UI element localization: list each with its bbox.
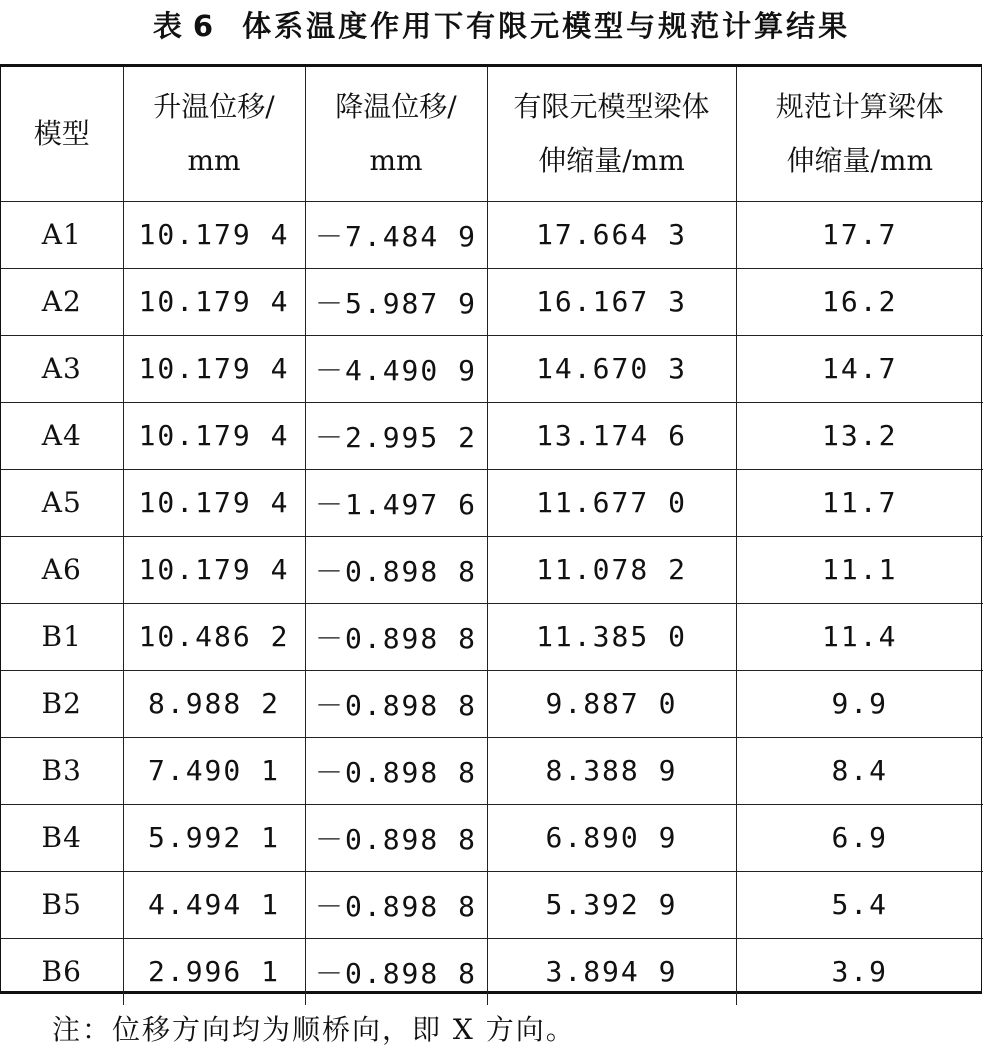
table-row	[1, 804, 983, 871]
table-row	[1, 201, 983, 268]
cell-code: 16.2	[736, 268, 983, 335]
cell-heating: 7.490 1	[123, 737, 305, 804]
table-row	[1, 335, 983, 402]
cell-heating: 4.494 1	[123, 871, 305, 938]
cell-heating: 10.179 4	[123, 536, 305, 603]
cell-fem: 8.388 9	[487, 737, 736, 804]
cell-heating: 5.992 1	[123, 804, 305, 871]
cell-cooling: －2.995 2	[305, 402, 487, 469]
caption-title: 体系温度作用下有限元模型与规范计算结果	[242, 9, 851, 43]
cell-model: A3	[1, 335, 123, 402]
cell-fem: 16.167 3	[487, 268, 736, 335]
cell-cooling: －0.898 8	[305, 871, 487, 938]
cell-cooling: －1.497 6	[305, 469, 487, 536]
cell-code: 3.9	[736, 938, 983, 1005]
cell-heating: 10.179 4	[123, 402, 305, 469]
cell-model: B2	[1, 670, 123, 737]
table-row	[1, 670, 983, 737]
header-fem-expansion: 有限元模型梁体 伸缩量/mm	[487, 67, 736, 201]
cell-cooling: －0.898 8	[305, 536, 487, 603]
cell-model: B6	[1, 938, 123, 1005]
cell-heating: 10.179 4	[123, 469, 305, 536]
cell-code: 11.4	[736, 603, 983, 670]
cell-fem: 3.894 9	[487, 938, 736, 1005]
cell-fem: 6.890 9	[487, 804, 736, 871]
header-heating-displacement: 升温位移/ mm	[123, 67, 305, 201]
cell-cooling: －0.898 8	[305, 603, 487, 670]
cell-code: 17.7	[736, 201, 983, 268]
cell-cooling: －0.898 8	[305, 737, 487, 804]
table-caption	[0, 4, 1003, 48]
cell-heating: 8.988 2	[123, 670, 305, 737]
cell-code: 13.2	[736, 402, 983, 469]
cell-heating: 10.179 4	[123, 201, 305, 268]
table-row	[1, 871, 983, 938]
table-row	[1, 268, 983, 335]
cell-code: 11.7	[736, 469, 983, 536]
cell-cooling: －0.898 8	[305, 804, 487, 871]
cell-model: A6	[1, 536, 123, 603]
cell-model: A2	[1, 268, 123, 335]
cell-model: B1	[1, 603, 123, 670]
results-table	[0, 64, 982, 994]
table-row	[1, 938, 983, 1005]
cell-cooling: －7.484 9	[305, 201, 487, 268]
cell-code: 9.9	[736, 670, 983, 737]
cell-model: A4	[1, 402, 123, 469]
cell-fem: 11.677 0	[487, 469, 736, 536]
cell-cooling: －4.490 9	[305, 335, 487, 402]
table-footnote: 注：位移方向均为顺桥向，即 X 方向。	[52, 1013, 576, 1046]
cell-fem: 11.078 2	[487, 536, 736, 603]
cell-fem: 11.385 0	[487, 603, 736, 670]
cell-cooling: －0.898 8	[305, 938, 487, 1005]
header-code-expansion: 规范计算梁体 伸缩量/mm	[736, 67, 983, 201]
cell-model: A1	[1, 201, 123, 268]
cell-code: 11.1	[736, 536, 983, 603]
table-row	[1, 737, 983, 804]
caption-number: 6	[192, 9, 217, 43]
cell-heating: 10.179 4	[123, 335, 305, 402]
table-header-row	[1, 67, 983, 201]
cell-code: 5.4	[736, 871, 983, 938]
cell-model: B4	[1, 804, 123, 871]
cell-code: 8.4	[736, 737, 983, 804]
cell-fem: 13.174 6	[487, 402, 736, 469]
caption-label: 表	[152, 9, 185, 43]
header-model: 模型	[1, 67, 123, 201]
cell-model: A5	[1, 469, 123, 536]
cell-cooling: －0.898 8	[305, 670, 487, 737]
cell-fem: 14.670 3	[487, 335, 736, 402]
cell-fem: 5.392 9	[487, 871, 736, 938]
cell-model: B5	[1, 871, 123, 938]
cell-code: 14.7	[736, 335, 983, 402]
cell-code: 6.9	[736, 804, 983, 871]
cell-fem: 9.887 0	[487, 670, 736, 737]
cell-heating: 10.486 2	[123, 603, 305, 670]
cell-heating: 2.996 1	[123, 938, 305, 1005]
cell-model: B3	[1, 737, 123, 804]
cell-heating: 10.179 4	[123, 268, 305, 335]
table-row	[1, 536, 983, 603]
cell-cooling: －5.987 9	[305, 268, 487, 335]
table-row	[1, 603, 983, 670]
cell-fem: 17.664 3	[487, 201, 736, 268]
table-row	[1, 402, 983, 469]
header-cooling-displacement: 降温位移/ mm	[305, 67, 487, 201]
table-row	[1, 469, 983, 536]
